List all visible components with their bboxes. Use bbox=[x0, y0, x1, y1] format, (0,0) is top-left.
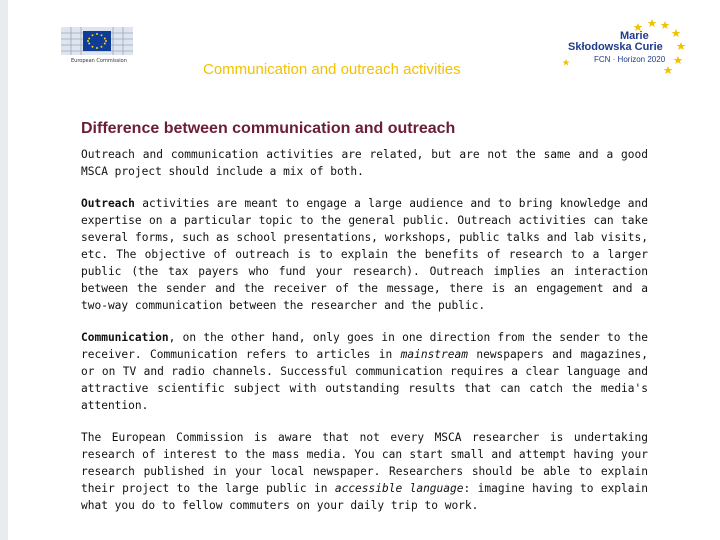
term-communication: Communication bbox=[81, 331, 169, 344]
communication-text-a: , on the other hand, only goes in one direction from the sender to the receiver. Communication refers to articles in bbox=[81, 331, 648, 361]
communication-emphasis: mainstream bbox=[400, 348, 468, 361]
commission-emphasis: accessible language bbox=[334, 482, 464, 495]
msca-logo bbox=[560, 15, 690, 75]
communication-text-b: newspapers and magazines, or on TV and radio channels. Successful communication requires a clear language and attractive scientific subject with outstanding results that can catch the media's attention. bbox=[81, 348, 648, 412]
paragraph-commission bbox=[81, 429, 648, 514]
msca-line1: Marie bbox=[620, 30, 649, 42]
outreach-text: activities are meant to engage a large audience and to bring knowledge and expertise on a particular topic to the general public. Outreach activities can take several forms, such as school presentations, workshops, public talks and lab visits, etc. The objective of outreach is to explain the benefits of research to a larger public (the tax payers who fund your research). Outreach implies an interaction between the sender and the receiver of the message, there is an engagement and a two-way communication between the researcher and the public. bbox=[81, 197, 648, 312]
msca-line2: Skłodowska Curie bbox=[568, 41, 663, 53]
commission-text-a: The European Commission is aware that not every MSCA researcher is undertaking research of interest to the mass media. You can start small and attempt having your research published in your local newspaper. Researchers should be able to explain their project to the large public in bbox=[81, 431, 648, 495]
ec-building-icon bbox=[57, 23, 137, 57]
ec-logo-text: European Commission bbox=[71, 58, 127, 64]
european-commission-logo bbox=[57, 23, 137, 73]
left-edge-strip bbox=[0, 0, 8, 540]
page-title: Communication and outreach activities bbox=[203, 61, 461, 78]
paragraph-intro: Outreach and communication activities are related, but are not the same and a good MSCA project should include a mix of both. bbox=[81, 148, 648, 178]
main-content bbox=[81, 120, 648, 529]
term-outreach: Outreach bbox=[81, 197, 135, 210]
msca-line3: FCN · Horizon 2020 bbox=[594, 55, 666, 64]
paragraph-outreach bbox=[81, 195, 648, 314]
section-heading: Difference between communication and outreach bbox=[81, 120, 456, 137]
commission-text-b: : imagine having to explain what you do to fellow commuters on your daily trip to work. bbox=[81, 482, 648, 512]
paragraph-communication bbox=[81, 329, 648, 414]
